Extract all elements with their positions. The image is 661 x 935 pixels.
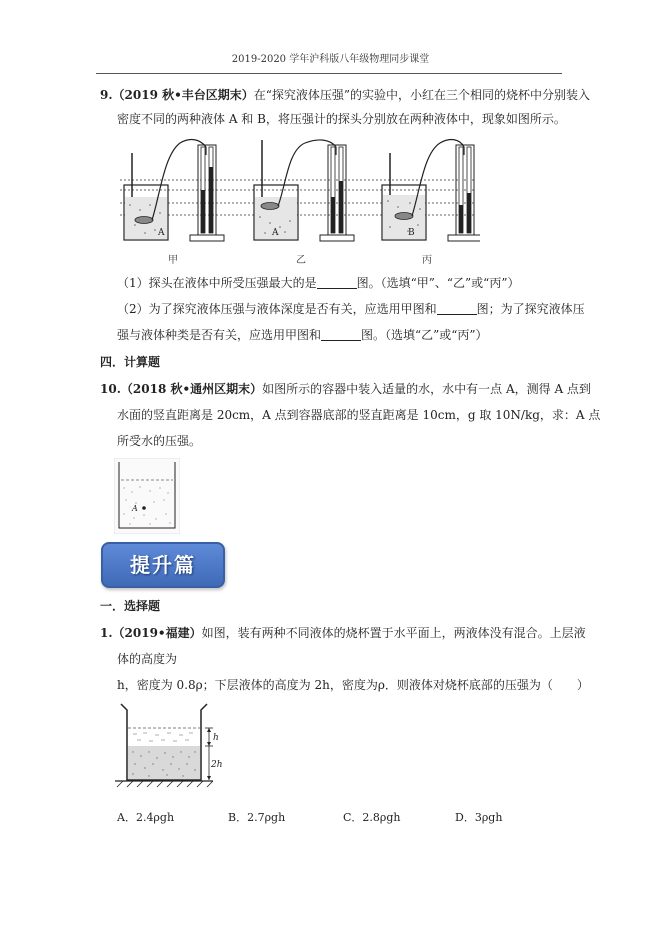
lower-height-label: 2h <box>211 760 223 770</box>
liquid-label-bing: B <box>408 228 415 238</box>
q1-line3: h，密度为 0.8ρ；下层液体的高度为 2h，密度为ρ．则液体对烧杯底部的压强为（ ） <box>117 678 589 692</box>
q1-line2: 体的高度为 <box>117 652 178 666</box>
q9-sub2-line2 <box>117 323 488 347</box>
page-header: 2019-2020 学年沪科版八年级物理同步课堂 <box>231 54 430 65</box>
apparatus-yi <box>254 140 354 241</box>
advanced-section-badge <box>101 542 225 588</box>
point-a-label: A <box>132 504 138 513</box>
fig-label-jia: 甲 <box>168 255 178 266</box>
fig-label-yi: 乙 <box>296 255 306 266</box>
q9-pressure-gauge-figure <box>120 135 480 270</box>
q10-container-figure <box>114 458 180 534</box>
q9-text-1: 在“探究液体压强”的实验中，小红在三个相同的烧杯中分别装入 <box>253 88 591 102</box>
q9-sub2-text-2: 强与液体种类是否有关，应选用甲图和 <box>117 328 322 342</box>
q10-line2: 水面的竖直距离是 20cm，A 点到容器底部的竖直距离是 10cm，g 取 10N/kg，求：A 点 <box>117 408 601 422</box>
badge-text: 提升篇 <box>130 553 196 577</box>
q9-sub1-blank[interactable] <box>317 276 357 289</box>
q9-number: 9. <box>100 88 113 102</box>
q1-source: （2019•福建） <box>112 626 202 640</box>
q1-text-1: 如图，装有两种不同液体的烧杯置于水平面上，两液体没有混合。上层液 <box>201 626 586 640</box>
q9-sub2-blank-1[interactable] <box>437 302 477 315</box>
point-a-marker <box>142 506 146 510</box>
liquid-label-jia: A <box>158 228 165 238</box>
q10-number: 10. <box>100 382 121 396</box>
q9-sub2 <box>117 297 585 321</box>
section-1-title: 一．选择题 <box>100 599 161 613</box>
q1-line1 <box>100 621 586 645</box>
upper-height-label: h <box>213 733 219 743</box>
q9-sub2-text-mid: 图；为了探究液体压 <box>476 302 585 316</box>
section-4-title: 四．计算题 <box>100 355 161 369</box>
q9-sub1-text-post: 图。（选填“甲”、“乙”或“丙”） <box>356 276 520 290</box>
q9-sub2-blank-2[interactable] <box>321 328 361 341</box>
q10-source: （2018 秋•通州区期末） <box>120 382 263 396</box>
liquid-label-yi: A <box>272 228 279 238</box>
apparatus-jia <box>124 140 224 241</box>
option-c[interactable]: C．2.8ρgh <box>343 811 401 824</box>
q9-sub1 <box>117 271 519 295</box>
option-d[interactable]: D．3ρgh <box>455 811 503 824</box>
q9-sub1-text: （1）探头在液体中所受压强最大的是 <box>117 276 317 290</box>
q10-line1 <box>100 377 591 401</box>
option-a[interactable]: A．2.4ρgh <box>117 811 175 824</box>
q9-source: （2019 秋•丰台区期末） <box>112 88 254 102</box>
q9-line2: 密度不同的两种液体 A 和 B，将压强计的探头分别放在两种液体中，现象如图所示。 <box>117 112 566 126</box>
option-b[interactable]: B．2.7ρgh <box>228 811 286 824</box>
header-divider <box>96 73 562 74</box>
q9-sub2-text-post: 图。（选填“乙”或“丙”） <box>361 328 488 342</box>
q1-beaker-figure <box>113 700 228 790</box>
fig-label-bing: 丙 <box>422 255 432 266</box>
q9-line1 <box>100 83 590 107</box>
q1-number: 1. <box>100 626 113 640</box>
q9-sub2-text: （2）为了探究液体压强与液体深度是否有关，应选用甲图和 <box>117 302 437 316</box>
q10-line3: 所受水的压强。 <box>117 434 202 448</box>
q10-text-1: 如图所示的容器中装入适量的水，水中有一点 A，测得 A 点到 <box>262 382 591 396</box>
